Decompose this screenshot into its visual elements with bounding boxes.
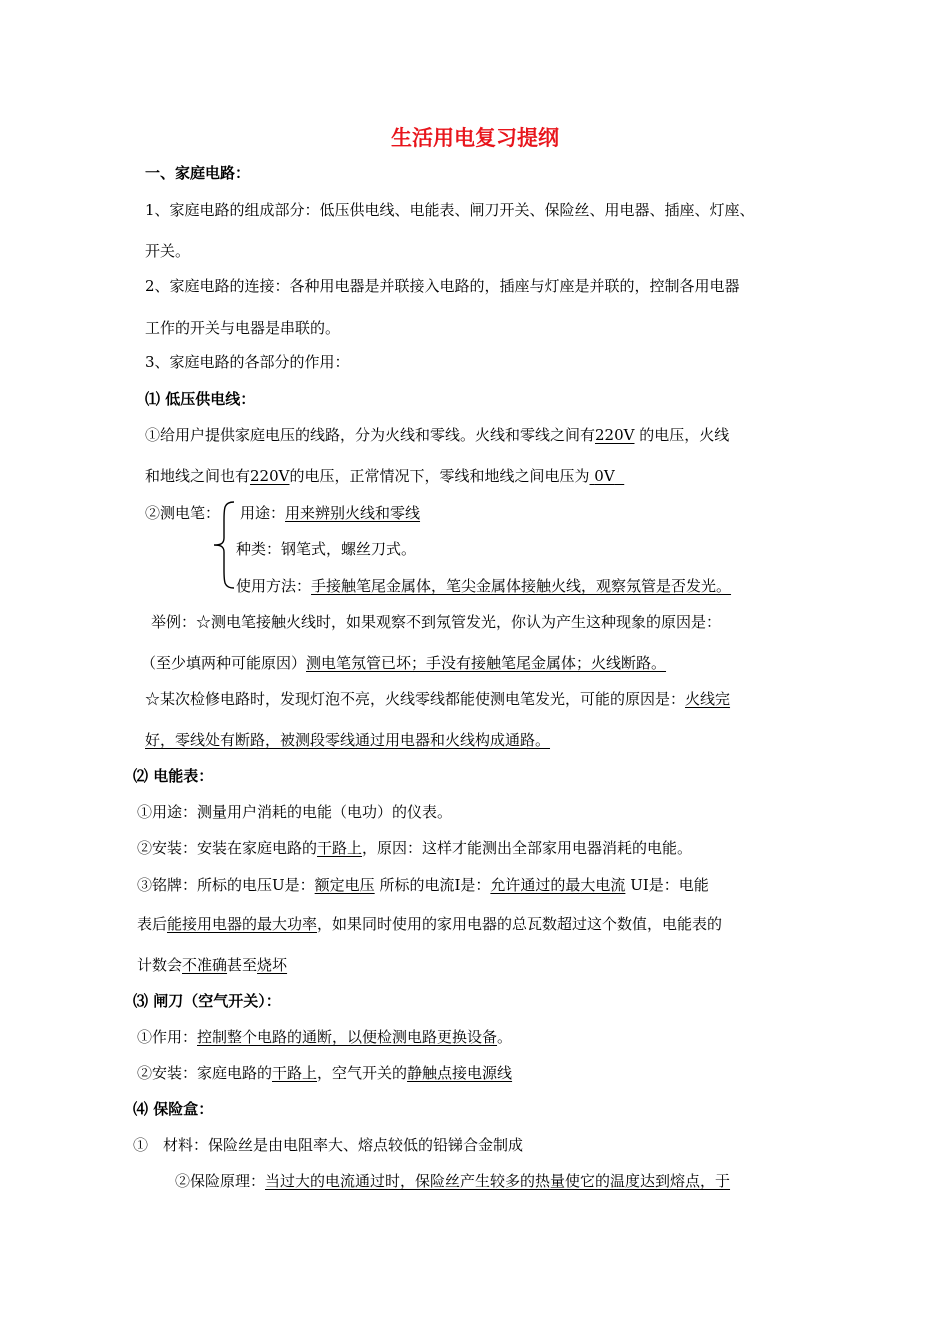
paragraph-composition: 1、家庭电路的组成部分：低压供电线、电能表、闸刀开关、保险丝、用电器、插座、灯座、: [145, 201, 755, 219]
blank-answer: 手接触笔尾金属体，笔尖金属体接触火线，观察氖管是否发光。: [311, 577, 732, 595]
example-1-answer: [141, 653, 666, 673]
subsection-heading-fuse-box: ⑷ 保险盒：: [133, 1100, 214, 1118]
paragraph-connection-cont: 工作的开关与电器是串联的。: [145, 319, 341, 337]
test-pen-kind: 种类：钢笔式，螺丝刀式。: [236, 540, 417, 558]
text-span: ②安装：家庭电路的: [137, 1064, 273, 1082]
text-span: 0V: [594, 467, 615, 485]
text-span: ☆某次检修电路时，发现灯泡不亮，火线零线都能使测电笔发光，可能的原因是：: [145, 690, 686, 708]
text-span: ③铭牌：所标的电压U是：: [137, 876, 315, 894]
blank-answer: 当过大的电流通过时，保险丝产生较多的热量使它的温度达到熔点，于: [265, 1172, 731, 1190]
subsection-heading-switch: ⑶ 闸刀（空气开关）：: [133, 992, 281, 1010]
supply-line-text-2: [145, 466, 624, 486]
text-span: ①作用：: [137, 1028, 198, 1046]
blank-answer: 静触点接电源线: [407, 1064, 513, 1082]
blank-answer: 好，零线处有断路，被测段零线通过用电器和火线构成通路。: [145, 731, 551, 749]
text-span: ②保险原理：: [175, 1172, 266, 1190]
fuse-principle: [175, 1171, 730, 1191]
meter-install: [137, 838, 692, 858]
blank-answer: [590, 467, 625, 485]
switch-install: [137, 1063, 512, 1083]
test-pen-use: [240, 503, 420, 523]
section-heading-household-circuit: 一、家庭电路：: [145, 164, 251, 182]
text-span: 的电压，正常情况下，零线和地线之间电压为: [289, 467, 590, 485]
text-span: 和地线之间也有: [145, 467, 251, 485]
test-pen-method: [236, 576, 731, 596]
page-title: 生活用电复习提纲: [391, 125, 559, 150]
text-span: ①给用户提供家庭电压的线路，分为火线和零线。火线和零线之间有: [145, 426, 596, 444]
blank-answer: 能接用电器的最大功率: [167, 915, 318, 933]
blank-answer: 220V: [250, 467, 290, 485]
paragraph-connection: 2、家庭电路的连接：各种用电器是并联接入电路的，插座与灯座是并联的，控制各用电器: [145, 277, 740, 295]
text-span: （至少填两种可能原因）: [141, 654, 307, 672]
blank-answer: 干路上: [272, 1064, 318, 1082]
text-span: 的电压，火线: [639, 426, 730, 444]
text-span: UI是：电能: [630, 876, 709, 894]
example-2-question: [145, 689, 730, 709]
meter-nameplate-cont: [137, 914, 722, 934]
switch-function: [137, 1027, 512, 1047]
example-2-answer: [145, 730, 550, 750]
paragraph-parts-function: 3、家庭电路的各部分的作用：: [145, 353, 350, 371]
subsection-heading-supply-line: ⑴ 低压供电线：: [145, 390, 256, 408]
meter-nameplate: [137, 875, 709, 895]
text-span: 计数会: [137, 956, 183, 974]
blank-answer: 允许通过的最大电流: [490, 876, 626, 894]
blank-answer: 火线完: [685, 690, 731, 708]
test-pen-label: ②测电笔：: [145, 504, 221, 522]
blank-answer: 测电笔氖管已坏；手没有接触笔尾金属体；火线断路。: [306, 654, 667, 672]
blank-answer: 控制整个电路的通断，以便检测电路更换设备: [197, 1028, 498, 1046]
blank-answer: 不准确: [182, 956, 228, 974]
text-span: 表后: [137, 915, 168, 933]
text-span: ②安装：安装在家庭电路的: [137, 839, 318, 857]
text-span: ，如果同时使用的家用电器的总瓦数超过这个数值，电能表的: [317, 915, 723, 933]
example-1-question: 举例：☆测电笔接触火线时，如果观察不到氖管发光，你认为产生这种现象的原因是：: [151, 613, 722, 631]
subsection-heading-meter: ⑵ 电能表：: [133, 767, 214, 785]
meter-use: ①用途：测量用户消耗的电能（电功）的仪表。: [137, 803, 453, 821]
blank-answer: 额定电压: [314, 876, 375, 894]
text-span: 。: [497, 1028, 513, 1046]
text-span: ，原因：这样才能测出全部家用电器消耗的电能。: [362, 839, 693, 857]
blank-answer: 用来辨别火线和零线: [285, 504, 421, 522]
fuse-material: ① 材料：保险丝是由电阻率大、熔点较低的铅锑合金制成: [133, 1136, 524, 1154]
text-span: 用途：: [240, 504, 286, 522]
text-span: 使用方法：: [236, 577, 312, 595]
meter-nameplate-end: [137, 955, 287, 975]
blank-answer: 干路上: [317, 839, 363, 857]
text-span: 所标的电流I是：: [379, 876, 491, 894]
blank-answer: 烧坏: [257, 956, 288, 974]
text-span: ，空气开关的: [317, 1064, 408, 1082]
brace-icon: [212, 500, 238, 590]
paragraph-composition-cont: 开关。: [145, 242, 191, 260]
text-span: 甚至: [227, 956, 258, 974]
supply-line-text-1: [145, 425, 729, 445]
blank-answer: 220V: [595, 426, 635, 444]
